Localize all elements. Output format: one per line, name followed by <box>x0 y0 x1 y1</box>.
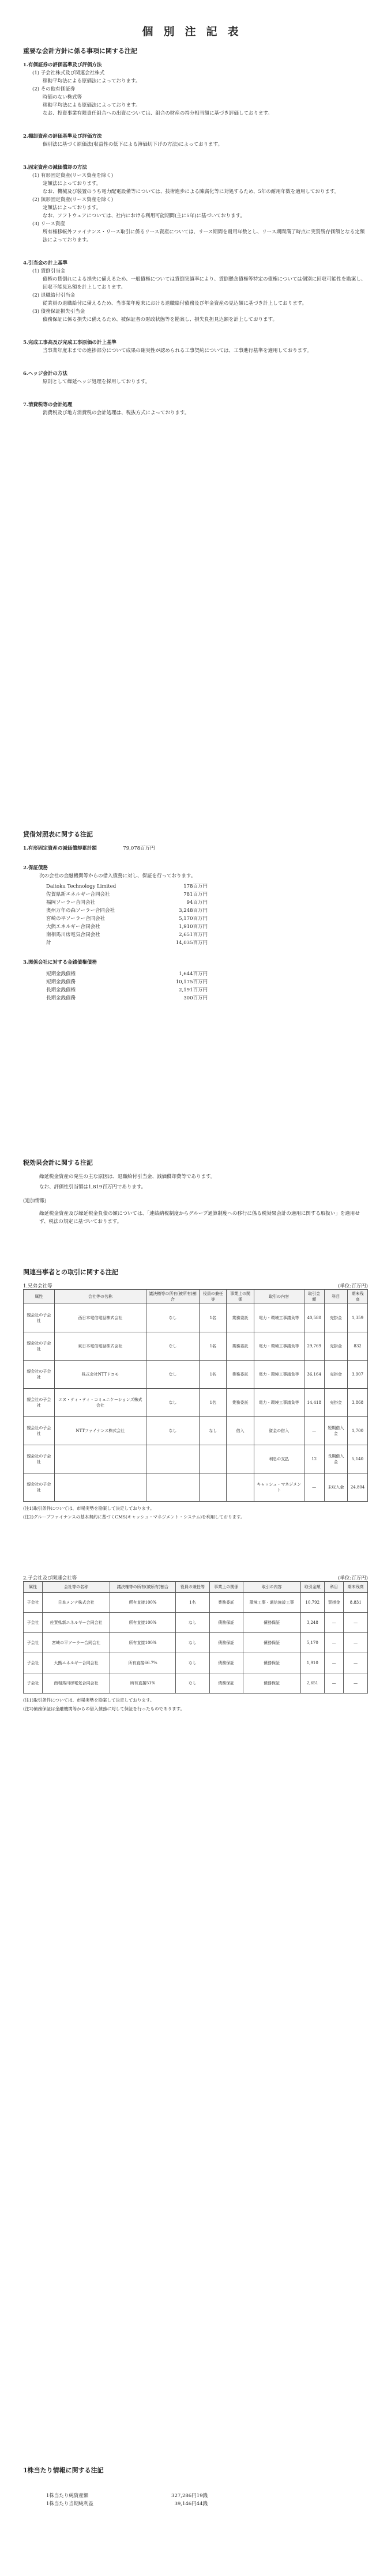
policy-text: なお、ソフトウェアについては、社内における利用可能期間(主に5年)に基づいております。 <box>43 213 245 219</box>
table-cell: — <box>325 1633 344 1653</box>
table-cell: 14,418 <box>304 1389 324 1417</box>
table-cell: 電力・環境工事請負等 <box>254 1304 304 1332</box>
table-cell: 40,580 <box>304 1304 324 1332</box>
column-header: 取引の内容 <box>254 1290 304 1304</box>
guarantee-intro: 次の会社の金融機関等からの借入債務に対し、保証を行っております。 <box>39 873 196 879</box>
table-cell: 債務保証 <box>243 1653 300 1673</box>
guarantee-name: 奥州万年の森ソーラー合同会社 <box>46 908 115 914</box>
table-cell: 東日本電信電話株式会社 <box>54 1332 146 1361</box>
table-cell: なし <box>146 1332 199 1361</box>
table-cell: 子会社 <box>24 1593 43 1613</box>
table-cell: — <box>344 1653 368 1673</box>
policy-text: 従業員の退職給付に備えるため、当事業年度末における退職給付債務及び年金資産の見込額に基づき計上しております。 <box>43 301 307 306</box>
table-cell: なし <box>146 1304 199 1332</box>
table-cell: 株式会社NTTドコモ <box>54 1361 146 1389</box>
receivable-row <box>23 994 368 1002</box>
table-note: (注2)グループファイナンスの基本契約に基づくCMS(キャッシュ・マネジメント・システム)を利用しております。 <box>23 1514 245 1520</box>
table-cell: 1,700 <box>348 1417 368 1445</box>
table-row <box>24 1653 368 1673</box>
table-cell <box>146 1473 199 1502</box>
table-cell: 売掛金 <box>324 1389 348 1417</box>
table-cell: 1名 <box>200 1332 227 1361</box>
policy-text: 消費税及び地方消費税の会計処理は、税抜方式によっております。 <box>43 410 190 416</box>
related-party-heading: 関連当事者との取引に関する注記 <box>23 1268 118 1276</box>
table-cell: 業務委託 <box>227 1361 254 1389</box>
receivable-amount: 10,175百万円 <box>175 979 208 985</box>
table-cell: 債務保証 <box>243 1613 300 1633</box>
table-cell <box>146 1445 199 1473</box>
table-row <box>24 1633 368 1653</box>
guarantee-name: Daitoku Technology Limited <box>46 884 116 889</box>
table-cell: 利息の支払 <box>254 1445 304 1473</box>
table-cell: 債務保証 <box>243 1673 300 1694</box>
table-cell: 832 <box>348 1332 368 1361</box>
table2-title: 2.子会社及び関連会社等 <box>23 1575 77 1581</box>
table1-unit: (単位:百万円) <box>338 1283 368 1289</box>
table-row <box>24 1389 368 1417</box>
table-cell: 3,248 <box>300 1613 325 1633</box>
table-cell: 日本メンテ株式会社 <box>43 1593 110 1613</box>
guarantee-row <box>23 907 368 915</box>
table-cell: — <box>325 1673 344 1694</box>
receivable-amount: 300百万円 <box>183 995 208 1001</box>
table-cell: 24,804 <box>348 1473 368 1502</box>
column-header: 期末残高 <box>348 1290 368 1304</box>
tax-effect-text-2: なお、評価性引当額は1,819百万円であります。 <box>39 1184 146 1190</box>
per-share-name: 1株当たり純資産額 <box>46 2493 89 2499</box>
policy-text: 当事業年度末までの進捗部分について成果の確実性が認められる工事契約については、工事進行基準を適用しております。 <box>43 348 312 354</box>
additional-info-text: 繰延税金資産及び繰延税金負債の額については、「連結納税制度からグループ通算制度への移行に係る税効果会計の適用に関する取扱い」を適用せず、税法の規定に基づいております。 <box>39 1211 360 1225</box>
table-cell: 1,359 <box>348 1304 368 1332</box>
table-cell: 親会社の子会社 <box>24 1304 55 1332</box>
guarantee-name: 計 <box>46 940 51 946</box>
table-cell: 1,910 <box>300 1653 325 1673</box>
table-cell: — <box>325 1653 344 1673</box>
policy-text: 定額法によっております。 <box>43 181 101 187</box>
policy-item-heading: 3.固定資産の減価償却の方法 <box>23 165 87 171</box>
receivable-name: 短期金銭債権 <box>46 971 76 977</box>
policy-item-heading: 4.引当金の計上基準 <box>23 260 67 266</box>
policy-subheading: (3) 債務保証損失引当金 <box>32 309 85 315</box>
tax-effect-text-1: 繰延税金資産の発生の主な原因は、退職給付引当金、減価償却費等であります。 <box>39 1174 216 1180</box>
table-cell: — <box>304 1417 324 1445</box>
table-cell: 業務委託 <box>227 1332 254 1361</box>
table-row <box>24 1445 368 1473</box>
table-cell: なし <box>146 1417 199 1445</box>
guarantee-amount: 2,651百万円 <box>179 932 208 938</box>
per-share-row <box>23 2492 368 2500</box>
per-share-row <box>23 2500 368 2508</box>
policy-text: 時価のない株式等 <box>43 94 82 100</box>
column-header: 科目 <box>324 1290 348 1304</box>
policy-item-heading: 7.消費税等の会計処理 <box>23 402 73 408</box>
table-cell: 親会社の子会社 <box>24 1332 55 1361</box>
table-cell: 売掛金 <box>324 1304 348 1332</box>
guarantee-name: 南相馬川房電気合同会社 <box>46 932 100 938</box>
guarantee-row <box>23 891 368 899</box>
table-note: (注1)取引条件については、市場実勢を勘案して決定しております。 <box>23 1506 155 1511</box>
table-cell: 所有直接66.7% <box>110 1653 176 1673</box>
guarantee-amount: 1,910百万円 <box>179 924 208 930</box>
table-cell: — <box>325 1613 344 1633</box>
table-row <box>24 1361 368 1389</box>
accounting-policy-section <box>23 46 368 432</box>
table-cell: 売掛金 <box>324 1361 348 1389</box>
table1-caption <box>23 1282 368 1289</box>
table-cell: 債務保証 <box>209 1633 243 1653</box>
table-cell: 売掛金 <box>324 1332 348 1361</box>
table-cell: 1名 <box>176 1593 209 1613</box>
table-cell: なし <box>146 1389 199 1417</box>
policy-subheading: (1) 貸倒引当金 <box>32 268 66 274</box>
policy-item <box>23 370 368 386</box>
table-row <box>24 1593 368 1613</box>
table-cell: NTTファイナンス株式会社 <box>54 1417 146 1445</box>
policy-subheading: (2) 退職給付引当金 <box>32 293 76 298</box>
table-cell: — <box>344 1673 368 1694</box>
table-cell: キャッシュ・マネジメント <box>254 1473 304 1502</box>
guarantee-row <box>23 882 368 891</box>
table-cell: 5,170 <box>300 1633 325 1653</box>
guarantee-row <box>23 931 368 939</box>
table-cell: 環境工事・通信施設工事 <box>243 1593 300 1613</box>
table2-caption <box>23 1574 368 1581</box>
column-header: 議決権等の所有(被所有)割合 <box>110 1582 176 1593</box>
table-cell: 子会社 <box>24 1653 43 1673</box>
table-cell: なし <box>200 1417 227 1445</box>
table-cell: 3,868 <box>348 1389 368 1417</box>
table-cell: 29,769 <box>304 1332 324 1361</box>
table-note: (注2)債務保証は金融機関等からの借入債務に対して保証を行ったものであります。 <box>23 1706 185 1711</box>
table-cell: 子会社 <box>24 1673 43 1694</box>
receivables-label: 3.関係会社に対する金銭債権債務 <box>23 960 97 965</box>
table-row <box>24 1673 368 1694</box>
table-cell <box>54 1445 146 1473</box>
policy-subheading: (1) 有形固定資産(リース資産を除く) <box>32 173 113 179</box>
table-cell: 長期借入金 <box>324 1445 348 1473</box>
accounting-policy-heading: 重要な会計方針に係る事項に関する注記 <box>23 47 137 55</box>
policy-text: 債務保証に係る損失に備えるため、被保証者の財政状態等を勘案し、損失負担見込額を計上しております。 <box>43 317 277 323</box>
receivable-name: 長期金銭債務 <box>46 995 76 1001</box>
table-cell: 西日本電信電話株式会社 <box>54 1304 146 1332</box>
tax-effect-section <box>23 1158 368 1228</box>
table-cell: 所有直接100% <box>110 1613 176 1633</box>
table-cell: 子会社 <box>24 1633 43 1653</box>
policy-text: 移動平均法による原価法によっております。 <box>43 78 141 84</box>
table-cell: 債務保証 <box>243 1633 300 1653</box>
column-header: 会社等の名称 <box>54 1290 146 1304</box>
column-header: 属性 <box>24 1290 55 1304</box>
guarantee-row <box>23 915 368 923</box>
table-cell <box>200 1445 227 1473</box>
table-cell: 業務委託 <box>209 1593 243 1613</box>
policy-item <box>23 401 368 417</box>
table-cell: 大熊エネルギー合同会社 <box>43 1653 110 1673</box>
additional-info-heading: (追加情報) <box>23 1198 47 1204</box>
guarantee-row <box>23 939 368 947</box>
table-cell: 資金の借入 <box>254 1417 304 1445</box>
table-cell: 電力・環境工事請負等 <box>254 1389 304 1417</box>
column-header: 属性 <box>24 1582 43 1593</box>
guarantee-name: 宮崎の平ソーラー合同会社 <box>46 916 106 922</box>
table-cell: 子会社 <box>24 1613 43 1633</box>
column-header: 取引金額 <box>300 1582 325 1593</box>
table-cell: 1名 <box>200 1361 227 1389</box>
table-row <box>24 1332 368 1361</box>
table-cell: 8,831 <box>344 1593 368 1613</box>
table-cell: 未収入金 <box>324 1473 348 1502</box>
policy-item <box>23 61 368 118</box>
per-share-name: 1株当たり当期純利益 <box>46 2501 93 2507</box>
policy-subheading: (1) 子会社株式及び関連会社株式 <box>32 70 105 76</box>
policy-text: 債権の貸倒れによる損失に備えるため、一般債権については貸倒実績率により、貸倒懸念債権等特定の債権については個別に回収可能性を勘案し、回収不能見込額を計上しております。 <box>43 276 366 290</box>
guarantee-amount: 178百万円 <box>183 884 208 889</box>
policy-item-heading: 1.有価証券の評価基準及び評価方法 <box>23 62 102 68</box>
policy-text: 所有権移転外ファイナンス・リース取引に係るリース資産については、リース期間を耐用年数とし、リース期間満了時点に実質残存価額となる定額法によっております。 <box>43 229 365 243</box>
table-cell: 親会社の子会社 <box>24 1417 55 1445</box>
policy-subheading: (3) リース資産 <box>32 221 65 227</box>
guarantee-amount: 3,248百万円 <box>179 908 208 914</box>
table-cell: 債務保証 <box>209 1653 243 1673</box>
guarantee-amount: 94百万円 <box>186 900 208 906</box>
column-header: 役員の兼任等 <box>200 1290 227 1304</box>
balance-sheet-notes-section <box>23 829 368 1007</box>
table-cell: なし <box>176 1633 209 1653</box>
receivable-row <box>23 978 368 986</box>
table-cell: 親会社の子会社 <box>24 1445 55 1473</box>
table-cell: なし <box>146 1361 199 1389</box>
per-share-amount: 327,286円19銭 <box>171 2493 208 2499</box>
column-header: 会社等の名称 <box>43 1582 110 1593</box>
guarantee-block <box>23 864 368 947</box>
per-share-amount: 39,146円44銭 <box>174 2501 208 2507</box>
per-share-section <box>23 2465 368 2508</box>
column-header: 役員の兼任等 <box>176 1582 209 1593</box>
policy-item <box>23 132 368 149</box>
table-row <box>24 1613 368 1633</box>
policy-item <box>23 339 368 355</box>
column-header: 取引の内容 <box>243 1582 300 1593</box>
column-header: 事業上の関係 <box>227 1290 254 1304</box>
column-header: 事業上の関係 <box>209 1582 243 1593</box>
guarantee-amount: 781百万円 <box>183 892 208 897</box>
policy-item-heading: 2.棚卸資産の評価基準及び評価方法 <box>23 134 102 139</box>
table-cell: 業務委託 <box>227 1389 254 1417</box>
table-cell: 買掛金 <box>325 1593 344 1613</box>
column-header: 期末残高 <box>344 1582 368 1593</box>
policy-text: 個別法に基づく原価法(収益性の低下による簿価切下げの方法)によっております。 <box>43 142 223 147</box>
table-cell: 1名 <box>200 1304 227 1332</box>
policy-item <box>23 164 368 244</box>
guarantee-row <box>23 923 368 931</box>
guarantee-name: 大熊エネルギー合同会社 <box>46 924 100 930</box>
table-cell: 佐賀県新エネルギー合同会社 <box>43 1613 110 1633</box>
table-cell: 所有直接100% <box>110 1593 176 1613</box>
related-party-table-1 <box>23 1289 368 1502</box>
policy-item-heading: 6.ヘッジ会計の方法 <box>23 371 67 377</box>
depreciation-value: 79,078百万円 <box>123 846 155 851</box>
table-cell: — <box>344 1613 368 1633</box>
table-cell <box>54 1473 146 1502</box>
table-cell: 10,792 <box>300 1593 325 1613</box>
receivable-row <box>23 986 368 994</box>
table-cell: 債務保証 <box>209 1673 243 1694</box>
tax-effect-heading: 税効果会計に関する注記 <box>23 1159 93 1166</box>
table-cell: 債務保証 <box>209 1613 243 1633</box>
table-cell: — <box>344 1633 368 1653</box>
guarantee-name: 佐賀県新エネルギー合同会社 <box>46 892 110 897</box>
table-cell: 所有直接51% <box>110 1673 176 1694</box>
table-cell: 短期借入金 <box>324 1417 348 1445</box>
table2-unit: (単位:百万円) <box>338 1575 368 1581</box>
column-header: 取引金額 <box>304 1290 324 1304</box>
table1-title: 1.兄弟会社等 <box>23 1283 52 1289</box>
table-cell: 1名 <box>200 1389 227 1417</box>
guarantee-name: 福岡ソーラー合同会社 <box>46 900 96 906</box>
table-cell <box>227 1445 254 1473</box>
table-cell: 宮崎の平ソーラー合同会社 <box>43 1633 110 1653</box>
receivables-block <box>23 959 368 1002</box>
table-cell: 5,140 <box>348 1445 368 1473</box>
policy-subheading: (2) 無形固定資産(リース資産を除く) <box>32 197 113 203</box>
column-header: 科目 <box>325 1582 344 1593</box>
table-cell <box>200 1473 227 1502</box>
policy-text: なお、投資事業有限責任組合への出資については、組合の財産の持分相当額に基づき評価しております。 <box>43 111 273 116</box>
table-note: (注1)取引条件については、市場実勢を勘案して決定しております。 <box>23 1698 155 1703</box>
guarantee-amount: 14,035百万円 <box>175 940 208 946</box>
policy-item <box>23 259 368 324</box>
table-cell: 電力・環境工事請負等 <box>254 1332 304 1361</box>
table-cell: エヌ・ティ・ティ・コミュニケーションズ株式会社 <box>54 1389 146 1417</box>
table-cell: — <box>304 1473 324 1502</box>
table-cell: 親会社の子会社 <box>24 1473 55 1502</box>
table-row <box>24 1473 368 1502</box>
related-party-section <box>23 1267 368 1714</box>
table-cell: 36,164 <box>304 1361 324 1389</box>
guarantee-row <box>23 899 368 907</box>
document-title: 個別注記表 <box>142 25 249 38</box>
policy-text: なお、機械及び装置のうち電力配電設備等については、技術進歩による陳腐化等に対処するため、5年の耐用年数を適用しております。 <box>43 189 340 195</box>
related-party-table-2 <box>23 1581 368 1694</box>
table-cell: なし <box>176 1613 209 1633</box>
per-share-heading: 1株当たり情報に関する注記 <box>23 2467 104 2474</box>
table-cell: 3,907 <box>348 1361 368 1389</box>
depreciation-label: 1.有形固定資産の減価償却累計額 <box>23 846 97 851</box>
policy-text: 原則として繰延ヘッジ処理を採用しております。 <box>43 379 151 385</box>
receivable-row <box>23 970 368 978</box>
guarantee-label: 2.保証債務 <box>23 865 48 871</box>
table-cell: なし <box>176 1673 209 1694</box>
policy-subheading: (2) その他有価証券 <box>32 86 76 92</box>
policy-text: 移動平均法による原価法によっております。 <box>43 103 141 108</box>
table-cell: 親会社の子会社 <box>24 1361 55 1389</box>
table-row <box>24 1304 368 1332</box>
table-cell: 親会社の子会社 <box>24 1389 55 1417</box>
table-cell: 南相馬川房電気合同会社 <box>43 1673 110 1694</box>
table-cell: 借入 <box>227 1417 254 1445</box>
policy-text: 定額法によっております。 <box>43 205 101 211</box>
receivable-name: 長期金銭債権 <box>46 987 76 993</box>
table-row <box>24 1417 368 1445</box>
table-cell: 12 <box>304 1445 324 1473</box>
policy-item-heading: 5.完成工事高及び完成工事原価の計上基準 <box>23 340 116 346</box>
guarantee-amount: 5,170百万円 <box>179 916 208 922</box>
table-cell: 2,651 <box>300 1673 325 1694</box>
column-header: 議決権等の所有(被所有)割合 <box>146 1290 199 1304</box>
table-cell: なし <box>176 1653 209 1673</box>
table-cell <box>227 1473 254 1502</box>
balance-sheet-notes-heading: 貸借対照表に関する注記 <box>23 831 93 838</box>
receivable-amount: 2,191百万円 <box>179 987 208 993</box>
receivable-amount: 1,644百万円 <box>179 971 208 977</box>
depreciation-line <box>23 844 368 853</box>
receivable-name: 短期金銭債務 <box>46 979 76 985</box>
table-cell: 電力・環境工事請負等 <box>254 1361 304 1389</box>
table-cell: 所有直接100% <box>110 1633 176 1653</box>
table-cell: 業務委託 <box>227 1304 254 1332</box>
